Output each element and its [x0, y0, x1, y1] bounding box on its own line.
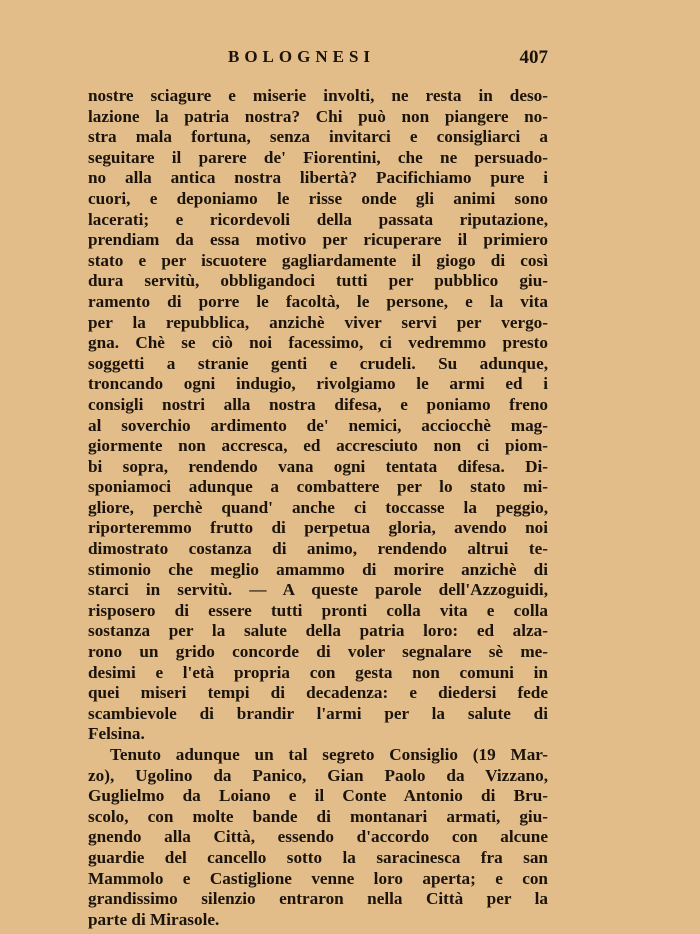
- text-line: nostre sciagure e miserie involti, ne resta in deso-: [88, 86, 548, 105]
- text-line: no alla antica nostra libertà? Pacifichiamo pure i: [88, 168, 548, 188]
- text-line: al soverchio ardimento de' nemici, acciocchè mag-: [88, 415, 548, 435]
- text-line: zo), Ugolino da Panico, Gian Paolo da Vizzano,: [88, 765, 548, 785]
- text-line: Felsina.: [88, 724, 145, 744]
- body-text: [88, 86, 548, 930]
- text-line: sponiamoci adunque a combattere per lo stato mi-: [88, 477, 548, 497]
- text-line: desimi e l'età propria con gesta non comuni in: [88, 662, 548, 682]
- text-line: gnendo alla Città, essendo d'accordo con alcune: [88, 827, 548, 847]
- text-line: rono un grido concorde di voler segnalare sè me-: [88, 642, 548, 662]
- text-line: starci in servitù. — A queste parole dell'Azzoguidi,: [88, 580, 548, 600]
- running-head: BOLOGNESI: [228, 47, 376, 66]
- text-line: quei miseri tempi di decadenza: e diedersi fede: [88, 683, 548, 703]
- text-line: sostanza per la salute della patria loro: ed alza-: [88, 621, 548, 641]
- text-line: gliore, perchè quand' anche ci toccasse la peggio,: [88, 497, 548, 517]
- text-line: parte di Mirasole.: [88, 909, 220, 929]
- text-line: prendiam da essa motivo per ricuperare il primiero: [88, 230, 548, 250]
- text-line: guardie del cancello sotto la saracinesca fra san: [88, 847, 548, 867]
- text-line: consigli nostri alla nostra difesa, e poniamo freno: [88, 394, 548, 414]
- text-line: lazione la patria nostra? Chi può non piangere no-: [88, 106, 548, 126]
- text-line: scolo, con molte bande di montanari armati, giu-: [88, 806, 548, 826]
- text-line: dura servitù, obbligandoci tutti per pubblico giu-: [88, 271, 548, 291]
- text-line: Guglielmo da Loiano e il Conte Antonio di Bru-: [88, 786, 548, 806]
- text-line: scambievole di brandir l'armi per la salute di: [88, 703, 548, 723]
- text-line: risposero di essere tutti pronti colla vita e colla: [88, 600, 548, 620]
- text-line: cuori, e deponiamo le risse onde gli animi sono: [88, 188, 548, 208]
- text-line: seguitare il parere de' Fiorentini, che ne persuado-: [88, 147, 548, 167]
- text-line: dimostrato costanza di animo, rendendo altrui te-: [88, 539, 548, 559]
- text-line: Mammolo e Castiglione venne loro aperta; e con: [88, 868, 548, 888]
- text-line: ramento di porre le facoltà, le persone, e la vita: [88, 291, 548, 311]
- text-line: per la repubblica, anzichè viver servi per vergo-: [88, 312, 548, 332]
- page-number: 407: [519, 47, 548, 68]
- text-line: stato e per iscuotere gagliardamente il giogo di così: [88, 250, 548, 270]
- paragraph: [88, 745, 548, 930]
- text-line: bi sopra, rendendo vana ogni tentata difesa. Di-: [88, 456, 548, 476]
- text-line: troncando ogni indugio, rivolgiamo le armi ed i: [88, 374, 548, 394]
- text-line: giormente non accresca, ed accresciuto non ci piom-: [88, 436, 548, 456]
- text-line: lacerati; e ricordevoli della passata riputazione,: [88, 209, 548, 229]
- text-line: gna. Chè se ciò noi facessimo, ci vedremmo presto: [88, 333, 548, 353]
- page-header: [88, 47, 548, 77]
- text-line: riporteremmo frutto di perpetua gloria, avendo noi: [88, 518, 548, 538]
- paragraph: [88, 86, 548, 745]
- text-line: stimonio che meglio amammo di morire anzichè di: [88, 559, 548, 579]
- text-line: stra mala fortuna, senza invitarci e consigliarci a: [88, 127, 548, 147]
- text-line: soggetti a stranie genti e crudeli. Su adunque,: [88, 353, 548, 373]
- text-line: Tenuto adunque un tal segreto Consiglio (19 Mar-: [110, 745, 548, 764]
- text-line: grandissimo silenzio entraron nella Città per la: [88, 889, 548, 909]
